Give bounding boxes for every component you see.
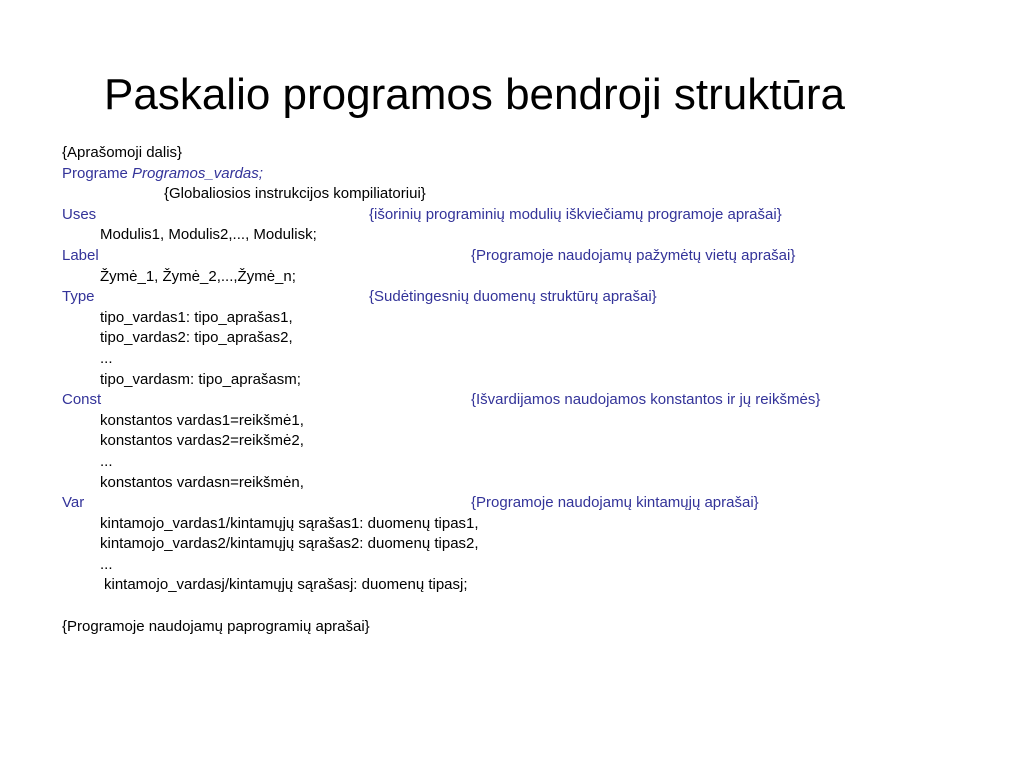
var-item: [62, 514, 962, 535]
slide-title: Paskalio programos bendroji struktūra: [104, 70, 846, 119]
var-item-text: kintamojo_vardasj/kintamųjų sąrašasj: duomenų tipasj;: [104, 576, 468, 594]
compiler-comment: {Globaliosios instrukcijos kompiliatoriui}: [164, 185, 426, 203]
const-item: [62, 452, 962, 473]
line-label-value: [62, 267, 962, 288]
const-item-text: konstantos vardas1=reikšmė1,: [100, 411, 304, 429]
program-keyword: Programe: [62, 164, 128, 182]
const-item-text: konstantos vardasn=reikšmėn,: [100, 473, 304, 491]
line-compiler-comment: [62, 184, 962, 205]
type-item: [62, 328, 962, 349]
label-comment: {Programoje naudojamų pažymėtų vietų aprašai}: [471, 246, 796, 264]
var-item: [62, 555, 962, 576]
var-item-text: kintamojo_vardas1/kintamųjų sąrašas1: duomenų tipas1,: [100, 514, 479, 532]
const-item: [62, 473, 962, 494]
line-const: [62, 390, 962, 411]
const-keyword: Const: [62, 391, 102, 409]
const-item-text: konstantos vardas2=reikšmė2,: [100, 432, 304, 450]
uses-value: Modulis1, Modulis2,..., Modulisk;: [100, 226, 317, 244]
type-item-text: tipo_vardas1: tipo_aprašas1,: [100, 308, 293, 326]
var-comment: {Programoje naudojamų kintamųjų aprašai}: [471, 494, 759, 512]
type-item: [62, 349, 962, 370]
line-var: [62, 493, 962, 514]
type-comment: {Sudėtingesnių duomenų struktūrų aprašai}: [369, 288, 657, 306]
const-item-text: ...: [100, 452, 113, 470]
type-item: [62, 308, 962, 329]
var-item: [62, 575, 962, 596]
type-item: [62, 370, 962, 391]
program-name: Programos_vardas;: [132, 164, 263, 182]
line-type: [62, 287, 962, 308]
declaration-comment: {Aprašomoji dalis}: [62, 144, 183, 161]
const-comment: {Išvardijamos naudojamos konstantos ir jų reikšmės}: [471, 391, 821, 409]
label-value: Žymė_1, Žymė_2,...,Žymė_n;: [100, 267, 296, 285]
type-item-text: tipo_vardasm: tipo_aprašasm;: [100, 370, 301, 388]
var-keyword: Var: [62, 494, 85, 512]
line-uses-value: [62, 225, 962, 246]
program-structure-text: [62, 143, 962, 637]
uses-keyword: Uses: [62, 205, 97, 223]
line-program: [62, 164, 962, 185]
var-item-text: kintamojo_vardas2/kintamųjų sąrašas2: duomenų tipas2,: [100, 535, 479, 553]
line-label: [62, 246, 962, 267]
label-keyword: Label: [62, 246, 99, 264]
type-keyword: Type: [62, 288, 95, 306]
type-item-text: tipo_vardas2: tipo_aprašas2,: [100, 329, 293, 347]
line-uses: [62, 205, 962, 226]
var-item-text: ...: [100, 555, 113, 573]
const-item: [62, 411, 962, 432]
uses-comment: {išorinių programinių modulių iškviečiamų programoje aprašai}: [369, 205, 782, 223]
type-item-text: ...: [100, 349, 113, 367]
subprogram-comment: {Programoje naudojamų paprogramių aprašai}: [62, 617, 370, 635]
line-subprogram-comment: [62, 617, 962, 638]
blank-line: [62, 596, 962, 617]
const-item: [62, 431, 962, 452]
var-item: [62, 534, 962, 555]
line-declaration-comment: [62, 143, 962, 164]
